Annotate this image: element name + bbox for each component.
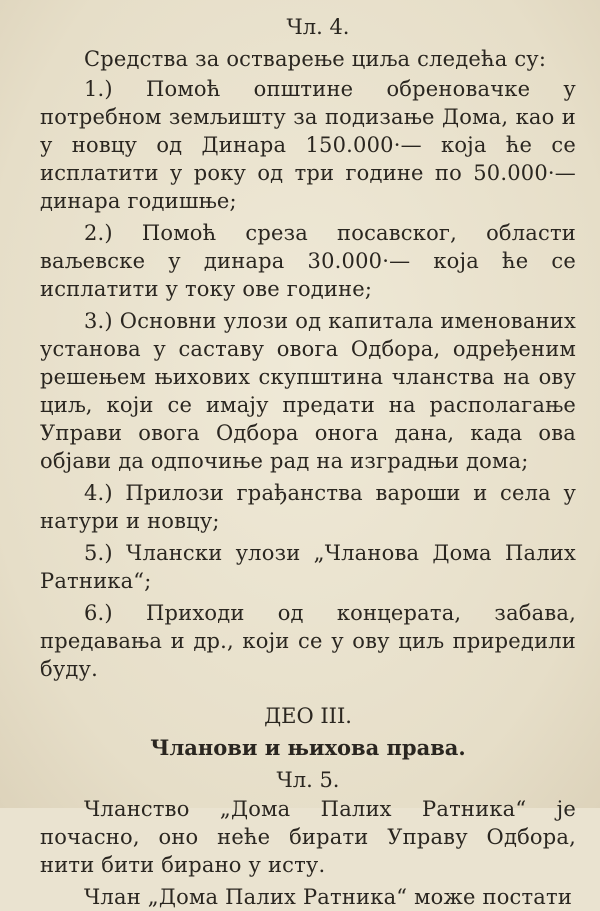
article-4-item-3: 3.) Основни улози од капитала именованих установа у саставу овога Одбора, одређеним решењем њихових скупштина чланства на ову циљ, који се имају предати на располагање Управи овога Одбора онога дана, када ова објави да одпочиње рад на изградњи дома; xyxy=(40,309,576,473)
article-4-item-1: 1.) Помоћ општине обреновачке у потребном земљишту за подизање Дома, као и у новцу од Динара 150.000·— која ће се исплатити у року од три године по 50.000·— динара годишње; xyxy=(40,77,576,213)
article-4-item-5: 5.) Члански улози „Чланова Дома Палих Ратника“; xyxy=(40,541,576,593)
article-4-item-6: 6.) Приходи од концерата, забава, предавања и др., који се у ову циљ приредили буду. xyxy=(40,601,576,681)
article-4-intro: Средства за остварење циља следећа су: xyxy=(84,47,547,71)
part-3-title: Чланови и њихова права. xyxy=(150,735,466,760)
article-4-item-2: 2.) Помоћ среза посавског, области ваљевске у динара 30.000·— која ће се исплатити у току ове године; xyxy=(40,221,576,301)
article-5-paragraph-2: Члан „Дома Палих Ратника“ може постати xyxy=(84,885,573,909)
part-3-heading: ДЕО III. xyxy=(264,704,352,728)
article-4-item-4: 4.) Прилози грађанства вароши и села у натури и новцу; xyxy=(40,481,576,533)
article-4-heading: Чл. 4. xyxy=(286,15,350,39)
article-5-heading: Чл. 5. xyxy=(276,768,340,792)
article-5-paragraph-1: Чланство „Дома Палих Ратника“ је почасно, оно неће бирати Управу Одбора, нити бити бирано у исту. xyxy=(40,797,576,877)
